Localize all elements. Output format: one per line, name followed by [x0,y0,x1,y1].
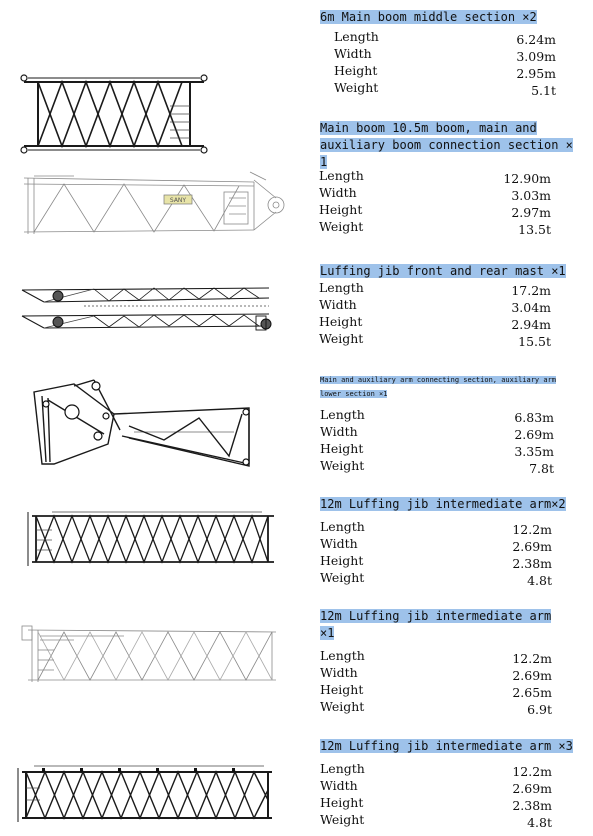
weight-value: 4.8t [527,573,552,588]
weight-value: 13.5t [518,222,551,237]
height-label: Height [320,441,364,456]
section-title: 12m Luffing jib intermediate arm×2 [320,497,566,511]
length-value: 12.2m [512,651,552,666]
length-label: Length [319,168,364,183]
height-value: 2.38m [512,798,552,813]
boom-middle-section-drawing [14,66,214,158]
spec-block [320,495,570,587]
height-label: Height [320,553,364,568]
height-value: 2.97m [511,205,551,220]
section-title: 6m Main boom middle section ×2 [320,10,537,24]
length-value: 17.2m [511,283,551,298]
length-value: 12.2m [512,764,552,779]
spec-block [320,8,556,97]
spec-block [320,737,578,829]
intermediate-arm-drawing [22,504,282,570]
weight-value: 4.8t [527,815,552,830]
section-title: Luffing jib front and rear mast ×1 [320,264,566,278]
width-value: 3.09m [516,49,556,64]
weight-label: Weight [320,699,365,714]
section-title: Main boom 10.5m boom, main and auxiliary boom connection section × 1 [320,121,573,169]
height-value: 2.95m [516,66,556,81]
width-label: Width [320,665,358,680]
height-value: 3.35m [514,444,554,459]
weight-label: Weight [320,458,365,473]
weight-value: 5.1t [531,83,556,98]
spec-block [320,119,578,170]
width-value: 2.69m [514,427,554,442]
height-label: Height [334,63,378,78]
length-label: Length [319,280,364,295]
connecting-section-drawing [24,374,264,474]
boom-connection-section-drawing [14,168,294,240]
section-title: 12m Luffing jib intermediate arm ×3 [320,739,573,753]
height-label: Height [319,202,363,217]
length-label: Length [320,648,365,663]
spec-block [320,262,570,279]
width-label: Width [319,185,357,200]
width-label: Width [320,424,358,439]
height-value: 2.38m [512,556,552,571]
weight-value: 6.9t [527,702,552,717]
width-value: 3.04m [511,300,551,315]
weight-label: Weight [319,331,364,346]
length-value: 12.90m [503,171,551,186]
intermediate-arm-drawing [14,620,284,692]
section-title: 12m Luffing jib intermediate arm ×1 [320,609,552,640]
intermediate-arm-drawing [14,760,278,824]
length-value: 6.83m [514,410,554,425]
height-label: Height [320,682,364,697]
weight-value: 7.8t [529,461,554,476]
weight-value: 15.5t [518,334,551,349]
width-label: Width [320,778,358,793]
spec-block [320,371,578,475]
length-value: 12.2m [512,522,552,537]
sany-logo-text: SANY [169,197,187,204]
width-value: 2.69m [512,668,552,683]
height-value: 2.65m [512,685,552,700]
length-label: Length [320,519,365,534]
weight-label: Weight [319,219,364,234]
luffing-jib-mast-drawing [14,280,284,336]
width-value: 2.69m [512,539,552,554]
weight-label: Weight [320,812,365,827]
height-label: Height [320,795,364,810]
width-label: Width [319,297,357,312]
weight-label: Weight [320,570,365,585]
length-label: Length [320,761,365,776]
spec-block [305,168,551,236]
width-label: Width [320,536,358,551]
width-value: 2.69m [512,781,552,796]
spec-block [305,280,551,348]
weight-label: Weight [334,80,379,95]
height-label: Height [319,314,363,329]
section-title: Main and auxiliary arm connecting section, auxiliary arm lower section ×1 [320,376,557,398]
height-value: 2.94m [511,317,551,332]
length-label: Length [320,407,365,422]
width-label: Width [334,46,372,61]
width-value: 3.03m [511,188,551,203]
length-value: 6.24m [516,32,556,47]
spec-block [320,607,572,716]
length-label: Length [334,29,379,44]
